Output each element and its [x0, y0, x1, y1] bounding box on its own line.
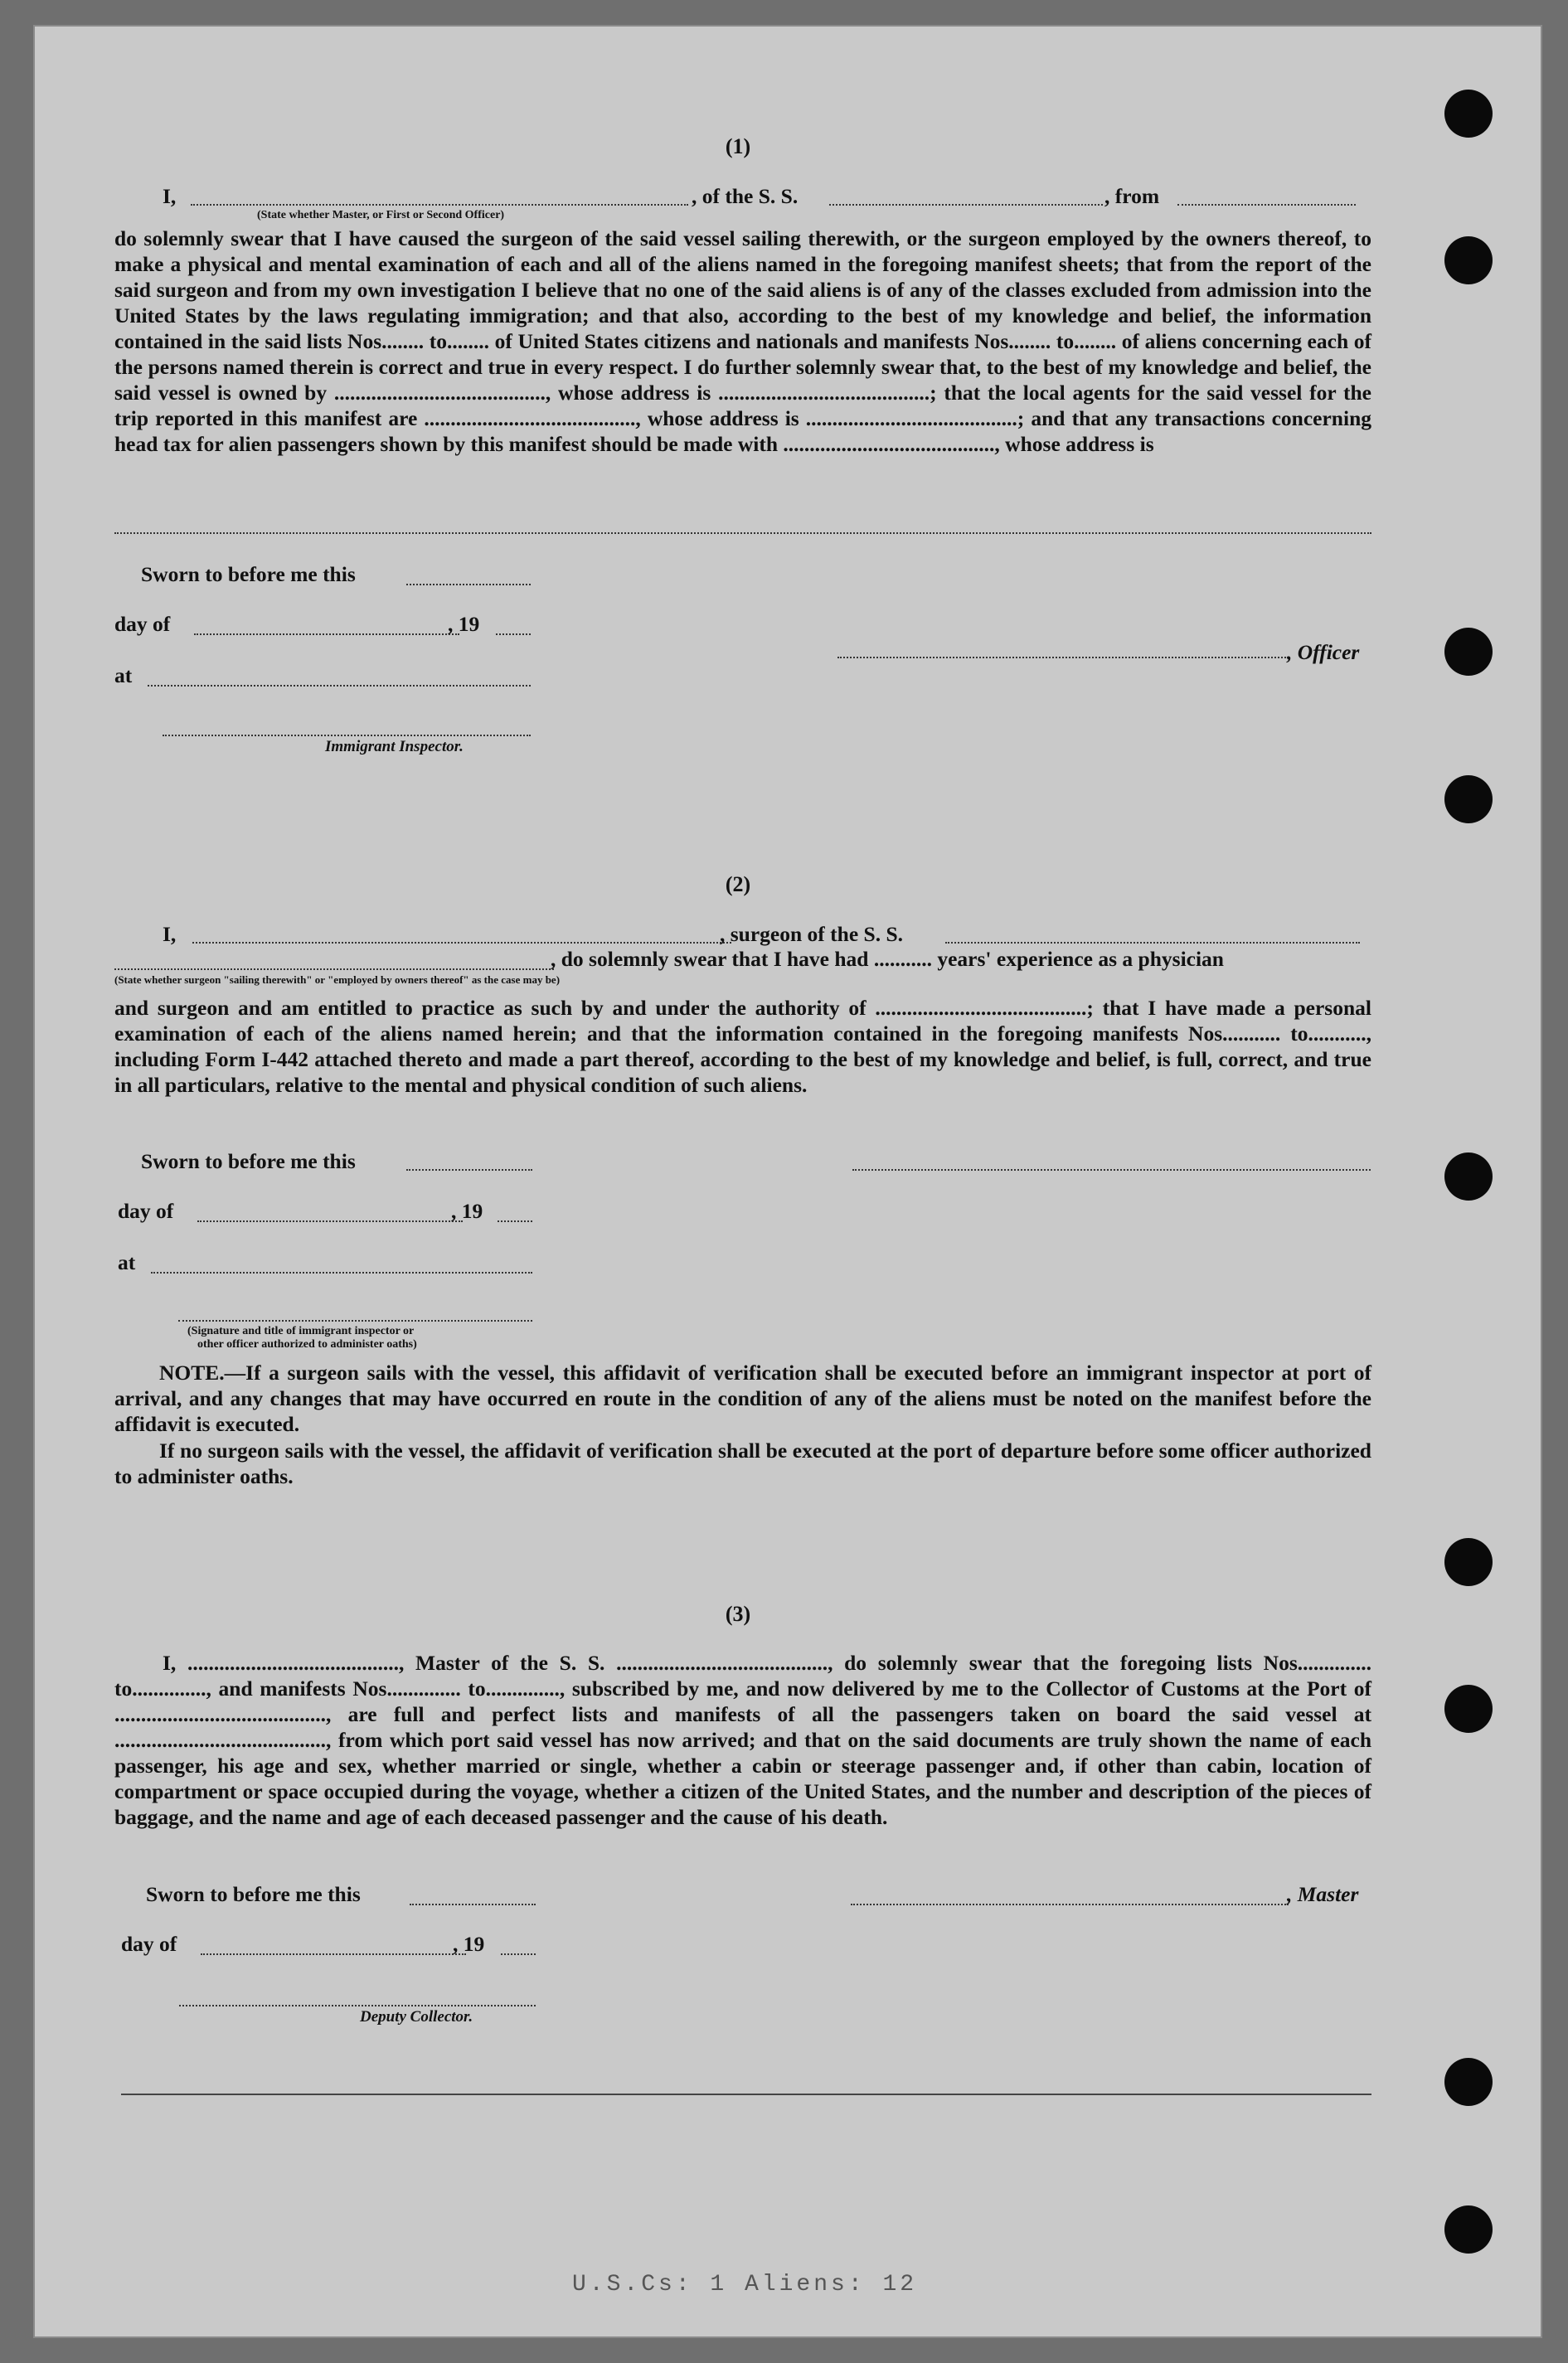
- day-blank: [201, 1953, 466, 1955]
- officer-signature-line: [837, 657, 1289, 658]
- punch-hole: [1444, 1152, 1493, 1201]
- section-1-year: , 19: [448, 612, 480, 636]
- section-1-i-label: I,: [163, 184, 177, 208]
- section-2-i: I,: [163, 922, 177, 946]
- surgeon-signature-line: [852, 1169, 1371, 1171]
- footer-stamp: U.S.Cs: 1 Aliens: 12: [572, 2272, 918, 2297]
- section-2-day-of: day of: [118, 1199, 174, 1223]
- section-2-no-surgeon: If no surgeon sails with the vessel, the affidavit of verification shall be executed at the port of departure before some officer authorized to administer oaths.: [114, 1439, 1371, 1488]
- sworn-date-blank: [406, 1169, 532, 1171]
- section-2-note: (State whether surgeon "sailing therewith" or "employed by owners thereof" as the case may be): [114, 973, 561, 986]
- bottom-divider: [121, 2094, 1371, 2095]
- day-blank: [197, 1220, 463, 1222]
- section-3-oath: I, ........................................, Master of the S. S. ........................................, do solemnly swear that the foregoing lists Nos.............. to.............., and manifests Nos.............. to.............., subscribed by me, and now delivered by me to the Collector of Customs at the Port of ........................................, are full and perfect lists and manifests of all the passengers taken on board the said vessel at ........................................, from which port said vessel has now arrived; and that on the said documents are truly shown the name of each passenger, his age and sex, whether married or single, whether a cabin or steerage passenger and, if other than cabin, location of compartment or space occupied during the voyage, whether a citizen of the United States, and the number and description of the pieces of baggage, and the name and age of each deceased passenger and the cause of his death.: [114, 1651, 1371, 1829]
- section-1-officer: , Officer: [1287, 640, 1360, 664]
- punch-hole: [1444, 628, 1493, 676]
- section-2-swear: , do solemnly swear that I have had ........... years' experience as a physician: [551, 947, 1224, 971]
- section-1-at: at: [114, 663, 133, 687]
- punch-hole: [1444, 236, 1493, 284]
- punch-hole: [1444, 2058, 1493, 2106]
- section-3-collector: Deputy Collector.: [360, 2008, 473, 2026]
- section-1-note: (State whether Master, or First or Second Officer): [257, 209, 505, 221]
- section-3-sworn: Sworn to before me this: [146, 1882, 361, 1906]
- section-3-number: (3): [725, 1602, 751, 1626]
- section-1-day-of: day of: [114, 612, 171, 636]
- year-blank: [501, 1953, 536, 1955]
- year-blank: [496, 633, 531, 635]
- surgeon-status-blank: [114, 968, 554, 970]
- section-2-oath: and surgeon and am entitled to practice as such by and under the authority of ........................................; that I have made a personal examination of each of the aliens named herein; and that the information contained in the foregoing manifests Nos........... to..........., including Form I-442 attached thereto and made a part thereof, according to the best of my knowledge and belief, is full, correct, and true in all particulars, relative to the mental and physical condition of such aliens.: [114, 996, 1371, 1097]
- day-blank: [194, 633, 459, 635]
- section-2-sworn: Sworn to before me this: [141, 1149, 356, 1173]
- punch-hole: [1444, 2205, 1493, 2254]
- section-2-note-para: NOTE.—If a surgeon sails with the vessel, this affidavit of verification shall be executed before an immigrant inspector at port of arrival, and any changes that may have occurred en route in the condition of any of the aliens must be noted on the manifest before the affidavit is executed.: [114, 1361, 1371, 1436]
- sworn-date-blank: [410, 1904, 536, 1905]
- section-1-sworn: Sworn to before me this: [141, 562, 356, 586]
- section-2-surgeon: , surgeon of the S. S.: [720, 922, 904, 946]
- sworn-date-blank: [406, 584, 531, 585]
- section-1-number: (1): [725, 134, 751, 158]
- section-2-signer-1: (Signature and title of immigrant inspector or: [187, 1325, 415, 1337]
- collector-signature-line: [179, 2005, 536, 2006]
- surgeon-name-blank: [192, 942, 731, 944]
- section-3-master: , Master: [1287, 1882, 1359, 1906]
- section-3-day-of: day of: [121, 1932, 177, 1956]
- surgeon-vessel-blank: [945, 942, 1360, 944]
- section-1-of-ss: , of the S. S.: [692, 184, 799, 208]
- section-1-oath: do solemnly swear that I have caused the surgeon of the said vessel sailing therewith, or the surgeon employed by the owners thereof, to make a physical and mental examination of each and all of the aliens named in the foregoing manifest sheets; that from the report of the said surgeon and from my own investigation I believe that no one of the said aliens is of any of the classes excluded from admission into the United States by the laws regulating immigration; and that also, according to the best of my knowledge and belief, the information contained in the said lists Nos........ to........ of United States citizens and nationals and manifests Nos........ to........ of aliens concerning each of the persons named therein is correct and true in every respect. I do further solemnly swear that, to the best of my knowledge and belief, the said vessel is owned by ........................................, whose address is ........................................; that the local agents for the said vessel for the trip reported in this manifest are ........................................, whose address is ........................................; and that any transactions concerning head tax for alien passengers shown by this manifest should be made with ........................................, whose address is: [114, 226, 1371, 456]
- section-1-line-i: [163, 184, 176, 209]
- vessel-name-blank: [829, 204, 1103, 206]
- from-port-blank: [1177, 204, 1356, 206]
- master-signature-line: [851, 1904, 1289, 1905]
- year-blank: [498, 1220, 532, 1222]
- at-blank: [151, 1272, 532, 1274]
- section-3-year: , 19: [453, 1932, 485, 1956]
- section-2-number: (2): [725, 872, 751, 896]
- inspector-signature-line: [163, 735, 531, 736]
- section-2-signer-2: other officer authorized to administer oaths): [197, 1338, 417, 1351]
- section-1-inspector: Immigrant Inspector.: [325, 738, 464, 755]
- section-1-from: , from: [1104, 184, 1160, 208]
- inspector-signature-line: [178, 1320, 532, 1322]
- punch-hole: [1444, 1685, 1493, 1733]
- blank-line: [114, 532, 1371, 534]
- punch-hole: [1444, 775, 1493, 823]
- at-blank: [148, 685, 531, 687]
- section-2-year: , 19: [451, 1199, 483, 1223]
- section-2-at: at: [118, 1250, 136, 1274]
- punch-hole: [1444, 90, 1493, 138]
- punch-hole: [1444, 1538, 1493, 1586]
- master-name-blank: [191, 204, 688, 206]
